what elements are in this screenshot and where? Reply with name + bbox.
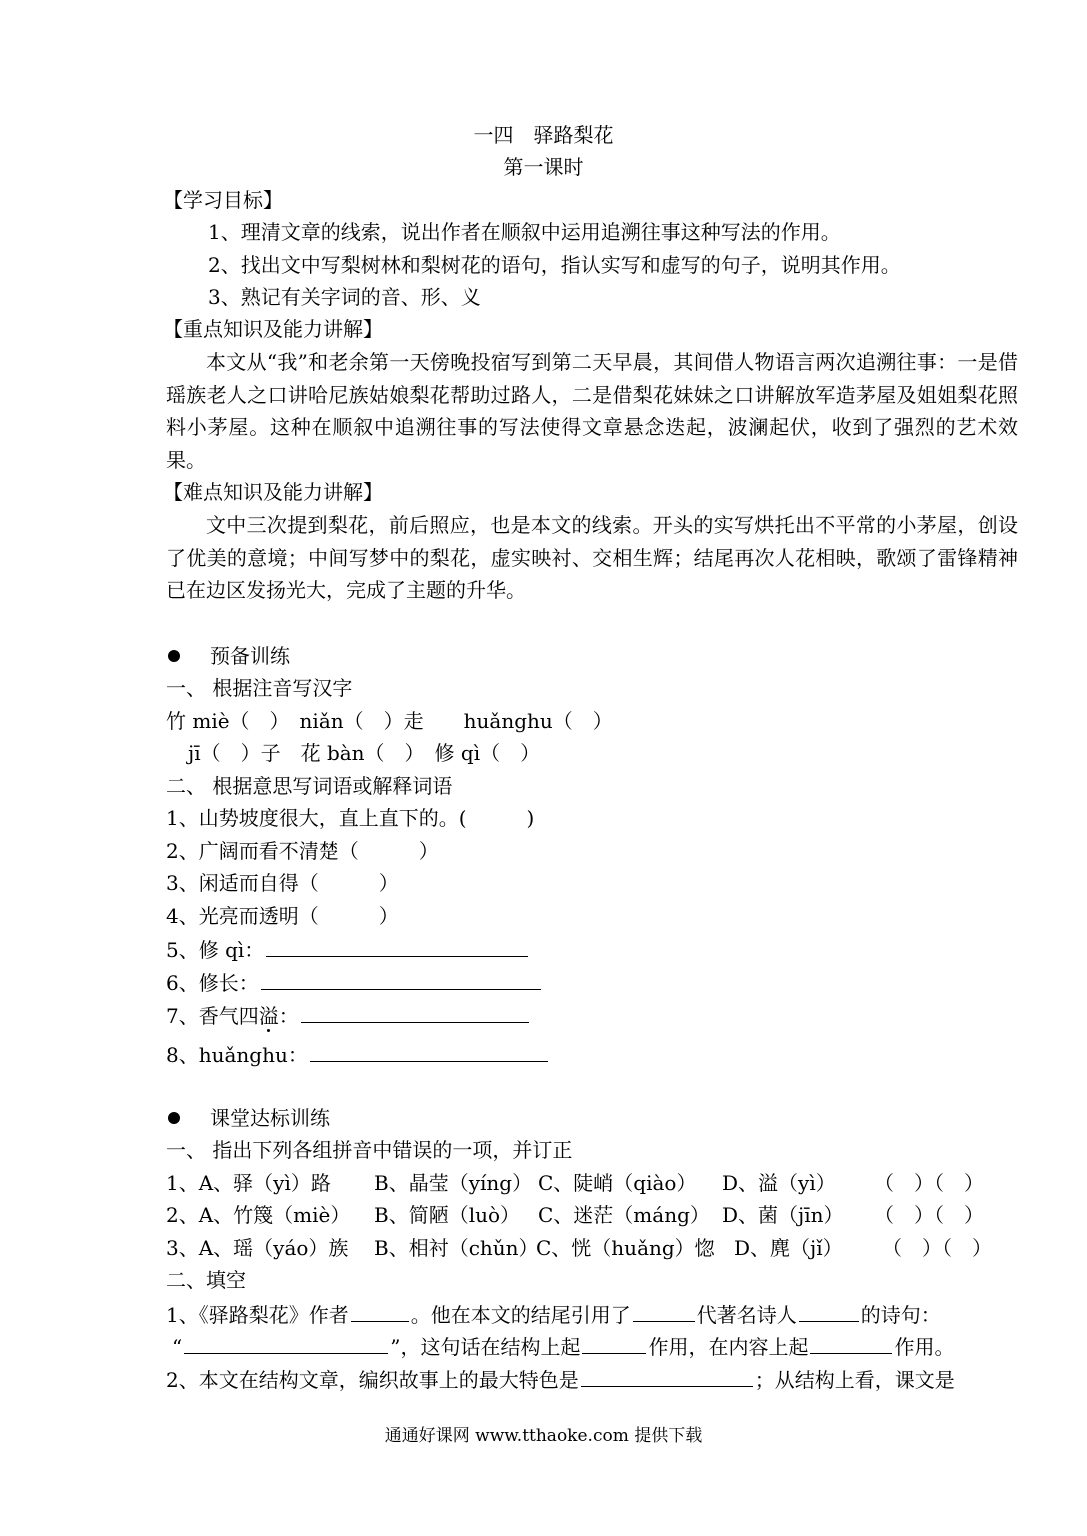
prep-item-colon: ： — [278, 1004, 299, 1028]
classwork-part2-title: 二、填空 — [166, 1268, 246, 1292]
prep-part2-title: 二、 根据意思写词语或解释词语 — [166, 774, 453, 798]
difficult-points-text: 文中三次提到梨花，前后照应，也是本文的线索。开头的实写烘托出不平常的小茅屋，创设了优美的意境；中间写梦中的梨花，虚实映衬、交相生辉；结尾再次人花相映，歌颂了雷锋精神已在边区发扬光大，完成了主题的升华。 — [166, 513, 1018, 602]
fill-item-1 — [166, 1297, 941, 1331]
page-title: 一四 驿路梨花 — [473, 123, 614, 147]
choice-b: B、晶莹（yíng） — [374, 1171, 533, 1195]
page-footer: 通通好课网 www.tthaoke.com 提供下载 — [384, 1426, 703, 1446]
choice-c: C、恍（huǎng）惚 — [536, 1236, 715, 1260]
pinyin-row: 竹 miè（ ） niǎn（ ）走 huǎnghu（ ） — [166, 709, 613, 733]
answer-blank[interactable] — [301, 998, 529, 1023]
answer-blank[interactable] — [266, 932, 528, 957]
difficult-points-heading: 【难点知识及能力讲解】 — [163, 480, 383, 504]
objective-item: 2、找出文中写梨树林和梨树花的语句，指认实写和虚写的句子，说明其作用。 — [208, 253, 901, 277]
answer-parens: （ ）（ ） — [874, 1203, 984, 1227]
page-subtitle: 第一课时 — [503, 155, 584, 179]
choice-c: C、迷茫（máng） — [538, 1203, 710, 1227]
key-points-heading: 【重点知识及能力讲解】 — [163, 317, 383, 341]
fill-text: “ — [172, 1335, 183, 1359]
classwork-heading-row — [168, 1102, 330, 1134]
fill-text: 。他在本文的结尾引用了 — [410, 1303, 631, 1327]
objectives-heading: 【学习目标】 — [163, 188, 283, 212]
prep-item-7 — [166, 998, 531, 1032]
prep-item: 2、广阔而看不清楚（ ） — [166, 839, 439, 863]
prep-part1-title: 一、 根据注音写汉字 — [166, 676, 353, 700]
choice-b: B、相衬（chǔn） — [374, 1236, 539, 1260]
prep-item-label: 6、修长： — [166, 971, 259, 995]
choice-c: C、陡峭（qiào） — [538, 1171, 697, 1195]
prep-heading: 预备训练 — [210, 644, 290, 668]
choice-d: D、麂（jǐ） — [734, 1236, 843, 1260]
emphasis-char: 溢 — [258, 1004, 279, 1028]
answer-parens: （ ）（ ） — [882, 1236, 992, 1260]
classwork-part1-title: 一、 指出下列各组拼音中错误的一项，并订正 — [166, 1138, 573, 1162]
bullet-icon — [168, 650, 180, 662]
objective-item: 1、理清文章的线索，说出作者在顺叙中运用追溯往事这种写法的作用。 — [208, 220, 841, 244]
prep-item: 3、闲适而自得（ ） — [166, 871, 399, 895]
answer-blank[interactable] — [184, 1329, 388, 1354]
fill-text: 代著名诗人 — [696, 1303, 797, 1327]
fill-text: 2、本文在结构文章，编织故事上的最大特色是 — [166, 1368, 579, 1392]
answer-blank[interactable] — [633, 1297, 695, 1322]
answer-blank[interactable] — [799, 1297, 859, 1322]
answer-blank[interactable] — [261, 965, 541, 990]
fill-text: 的诗句： — [860, 1303, 941, 1327]
fill-text: 作用，在内容上起 — [648, 1335, 809, 1359]
prep-item-label: 8、huǎnghu： — [166, 1043, 308, 1067]
fill-item-2 — [166, 1362, 955, 1396]
answer-parens: （ ）（ ） — [874, 1171, 984, 1195]
answer-blank[interactable] — [351, 1297, 409, 1322]
fill-text: ”，这句话在结构上起 — [390, 1335, 581, 1359]
fill-text: 作用。 — [894, 1335, 955, 1359]
classwork-heading: 课堂达标训练 — [210, 1106, 330, 1130]
answer-blank[interactable] — [810, 1329, 892, 1354]
objective-item: 3、熟记有关字词的音、形、义 — [208, 285, 481, 309]
key-points-text: 本文从“我”和老余第一天傍晚投宿写到第二天早晨，其间借人物语言两次追溯往事：一是借瑶族老人之口讲哈尼族姑娘梨花帮助过路人，二是借梨花妹妹之口讲解放军造茅屋及姐姐梨花照料小茅屋。这种在顺叙中追溯往事的写法使得文章悬念迭起，波澜起伏，收到了强烈的艺术效果。 — [166, 350, 1018, 472]
choice-a: 3、A、瑶（yáo）族 — [166, 1236, 349, 1260]
choice-a: 2、A、竹篾（miè） — [166, 1203, 351, 1227]
choice-a: 1、A、驿（yì）路 — [166, 1171, 331, 1195]
fill-text: 1、《驿路梨花》作者 — [166, 1303, 349, 1327]
choice-d: D、菌（jīn） — [722, 1203, 844, 1227]
answer-blank[interactable] — [581, 1362, 753, 1387]
prep-item-6 — [166, 965, 543, 999]
prep-item: 1、山势坡度很大，直上直下的。( ) — [166, 806, 535, 830]
pinyin-row: jī（ ）子 花 bàn（ ） 修 qì（ ） — [188, 741, 541, 765]
prep-item-5 — [166, 932, 530, 966]
fill-text: ；从结构上看，课文是 — [754, 1368, 955, 1392]
answer-blank[interactable] — [310, 1037, 548, 1062]
prep-item-label: 7、香气四 — [166, 1004, 259, 1028]
answer-blank[interactable] — [582, 1329, 646, 1354]
bullet-icon — [168, 1112, 180, 1124]
prep-item-8 — [166, 1037, 550, 1071]
prep-heading-row — [168, 640, 290, 672]
choice-b: B、简陋（luò） — [374, 1203, 521, 1227]
prep-item-label: 5、修 qì： — [166, 938, 265, 962]
choice-d: D、溢（yì） — [722, 1171, 836, 1195]
prep-item: 4、光亮而透明（ ） — [166, 904, 399, 928]
fill-item-1-cont — [172, 1329, 954, 1363]
